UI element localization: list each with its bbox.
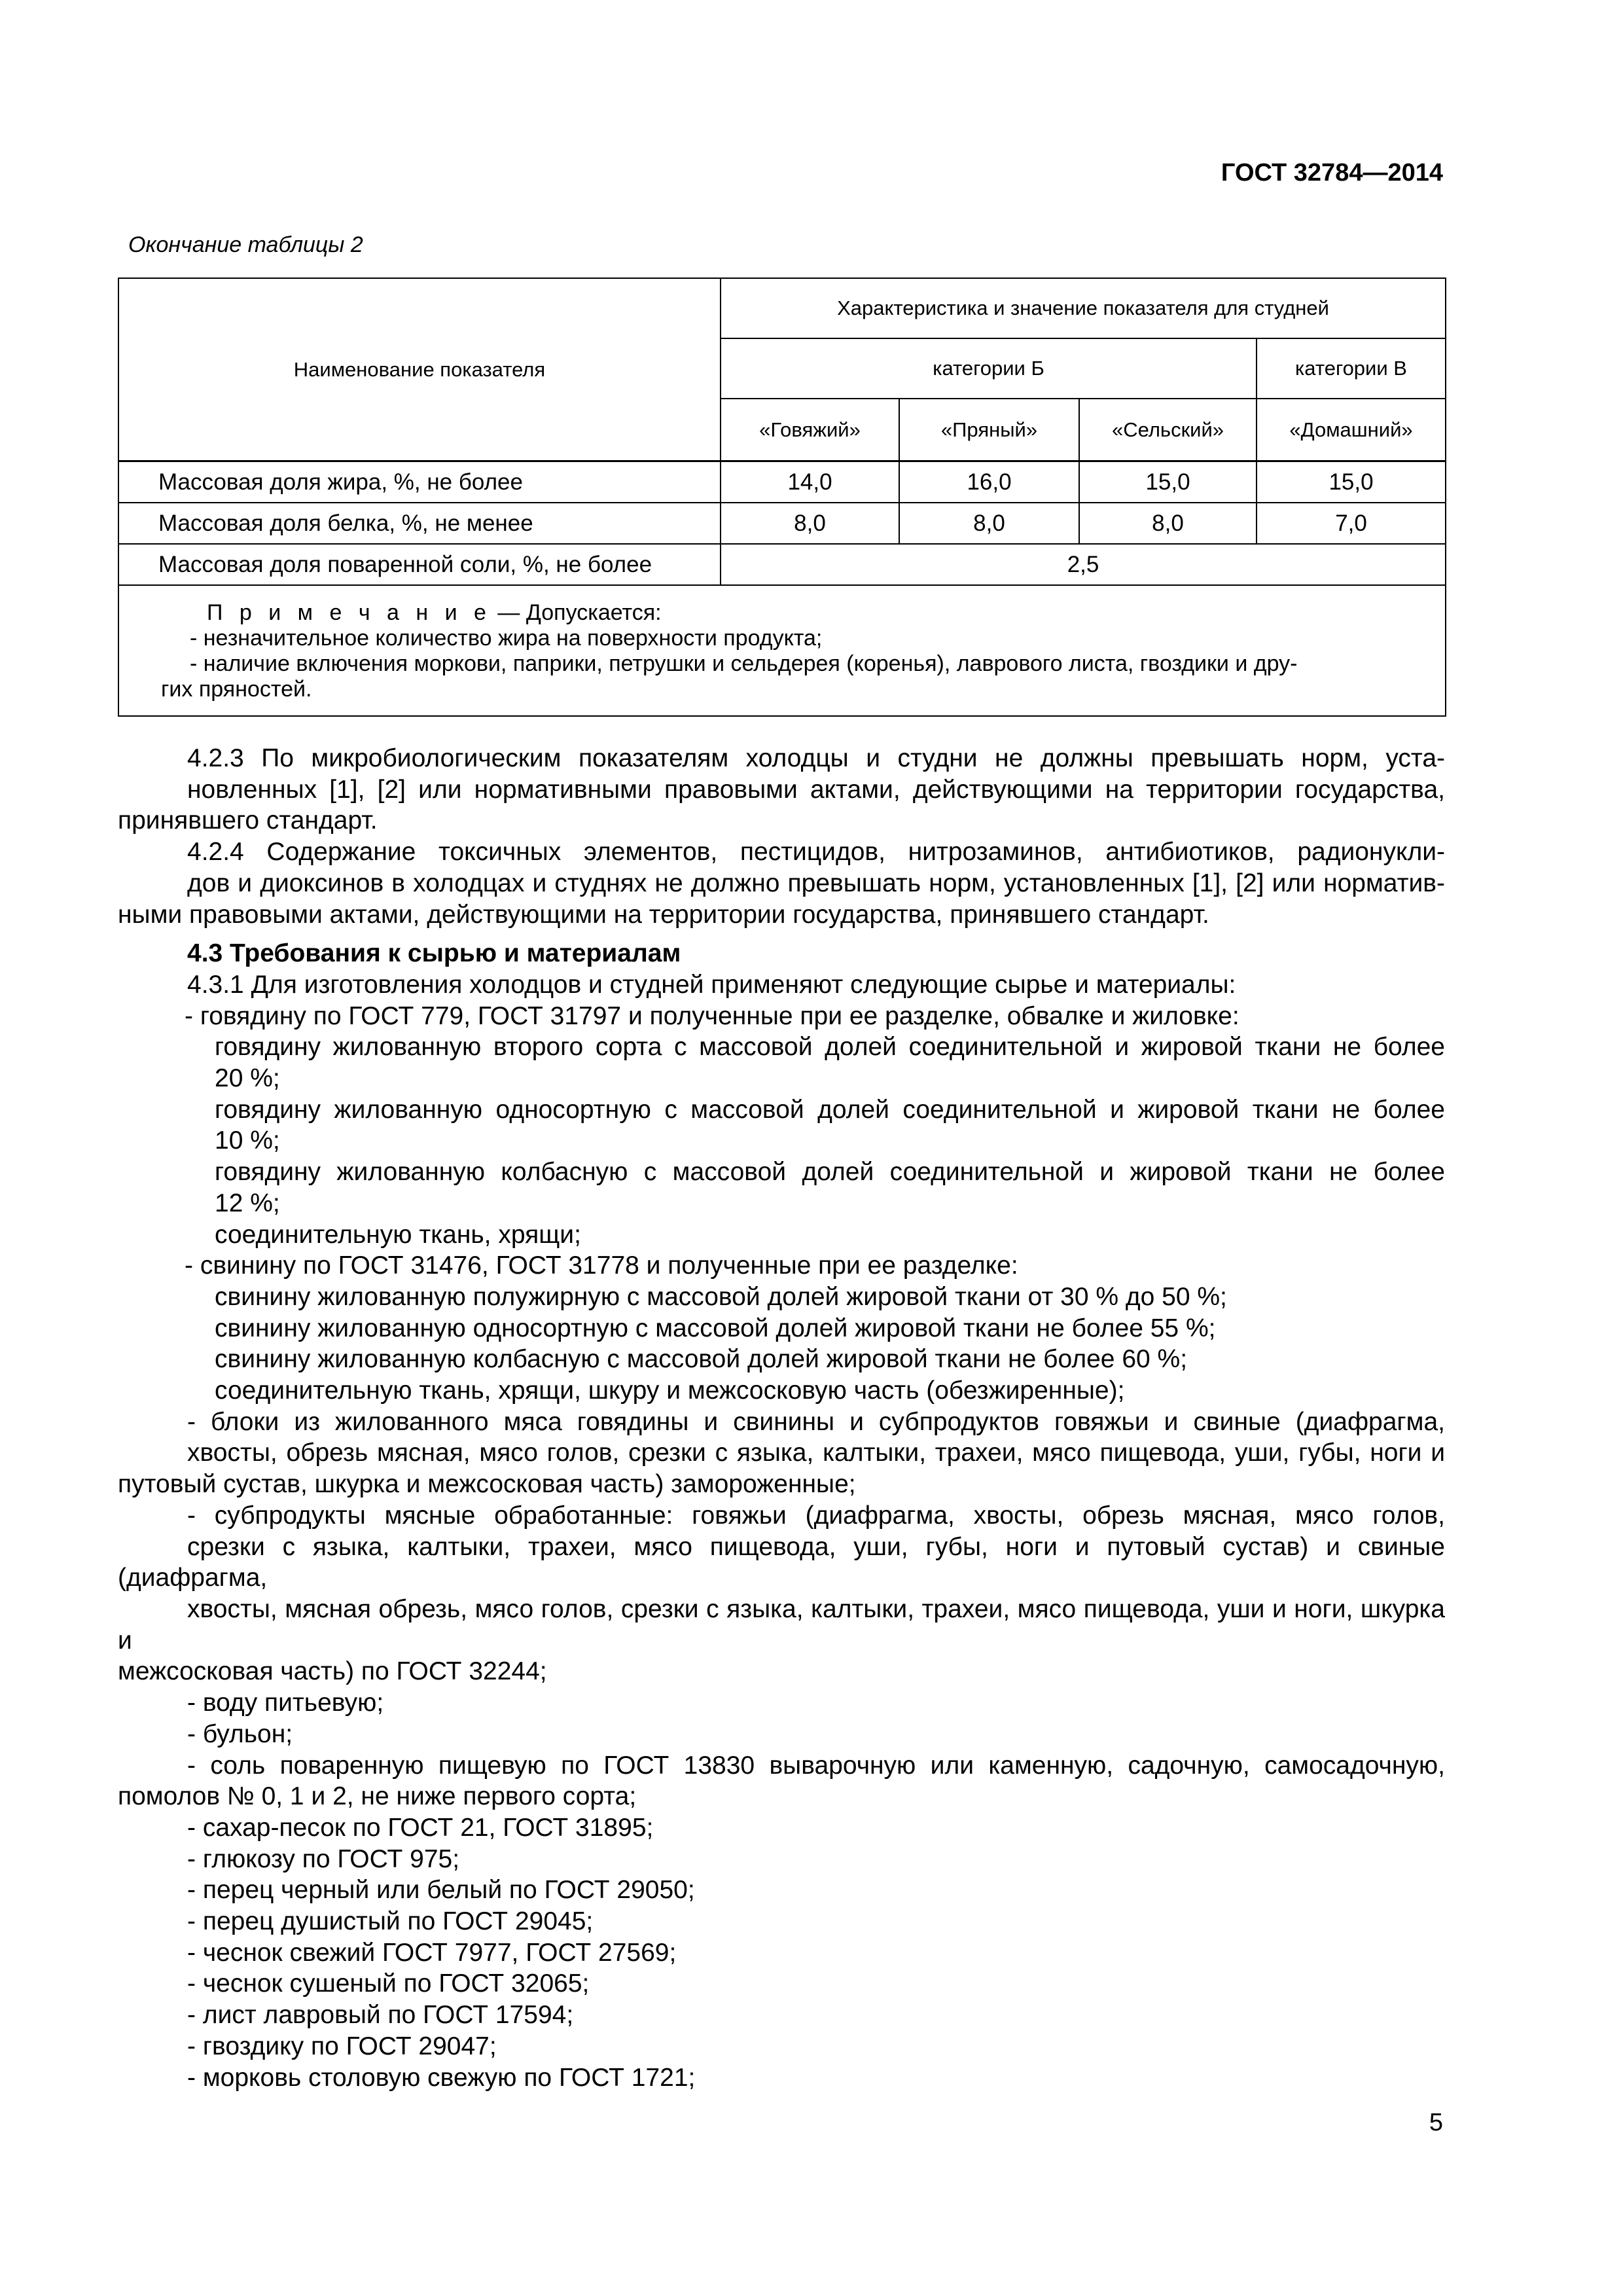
text-line: межсосковая часть) по ГОСТ 32244; [118, 1657, 547, 1686]
text-line: - субпродукты мясные обработанные: говяжьи (диафрагма, хвосты, обрезь мясная, мясо голов, [187, 1501, 1445, 1530]
cell-value: 14,0 [721, 461, 899, 503]
text-line: путовый сустав, шкурка и межсосковая часть) замороженные; [118, 1470, 856, 1499]
text-line: дов и диоксинов в холодцах и студнях не должно превышать норм, установленных [1], [2] или норматив- [187, 869, 1445, 897]
cell-value: 16,0 [899, 461, 1079, 503]
text-line: помолов № 0, 1 и 2, не ниже первого сорта; [118, 1782, 637, 1811]
text-line: ными правовыми актами, действующими на территории государства, принявшего стандарт. [118, 900, 1209, 929]
cell-value: 8,0 [899, 503, 1079, 544]
list-item: - чеснок сушеный по ГОСТ 32065; [187, 1969, 590, 1998]
header-category-v: категории В [1257, 338, 1446, 399]
cell-value: 15,0 [1257, 461, 1446, 503]
list-item: - гвоздику по ГОСТ 29047; [187, 2032, 497, 2060]
paragraph-4-2-4 [118, 836, 1445, 930]
sub-item: свинину жилованную односортную с массовой долей жировой ткани не более 55 %; [215, 1314, 1216, 1342]
table-row [118, 544, 1446, 585]
list-item-offal [118, 1500, 1445, 1687]
sub-item: свинину жилованную полужирную с массовой долей жировой ткани от 30 % до 50 %; [215, 1282, 1227, 1311]
text-line: 12 %; [215, 1189, 280, 1217]
paragraph-4-3-1: 4.3.1 Для изготовления холодцов и студней применяют следующие сырье и материалы: [187, 970, 1236, 999]
note-item: - незначительное количество жира на поверхности продукта; [190, 626, 823, 651]
cell-value: 15,0 [1079, 461, 1257, 503]
header-indicator-name: Наименование показателя [118, 278, 721, 461]
list-item-blocks [118, 1407, 1445, 1500]
text-line: принявшего стандарт. [118, 806, 378, 835]
sub-item [118, 1157, 1445, 1219]
header-product: «Говяжий» [721, 399, 899, 461]
row-name: Массовая доля поваренной соли, %, не более [118, 544, 721, 585]
header-product: «Домашний» [1257, 399, 1446, 461]
text-line: - соль поваренную пищевую по ГОСТ 13830 выварочную или каменную, садочную, самосадочную, [187, 1751, 1445, 1780]
sub-item: свинину жилованную колбасную с массовой долей жировой ткани не более 60 %; [215, 1345, 1188, 1374]
cell-value: 8,0 [721, 503, 899, 544]
table-caption: Окончание таблицы 2 [128, 232, 363, 257]
text-line: хвосты, обрезь мясная, мясо голов, срезки с языка, калтыки, трахеи, мясо пищевода, уши, губы, ноги и [187, 1439, 1445, 1467]
table-row [118, 503, 1446, 544]
paragraph-4-2-3 [118, 743, 1445, 836]
text-line: говядину жилованную колбасную с массовой долей соединительной и жировой ткани не более [215, 1158, 1445, 1187]
sub-item [118, 1094, 1445, 1157]
page-number: 5 [1429, 2109, 1443, 2136]
header-product: «Сельский» [1079, 399, 1257, 461]
list-item-water: - воду питьевую; [187, 1689, 384, 1717]
cell-value-merged: 2,5 [721, 544, 1446, 585]
sub-item: соединительную ткань, хрящи; [215, 1220, 581, 1249]
list-item-broth: - бульон; [187, 1719, 293, 1748]
list-item: - лист лавровый по ГОСТ 17594; [187, 2001, 574, 2030]
text-line: - блоки из жилованного мяса говядины и свинины и субпродуктов говяжьи и свиные (диафрагма, [187, 1407, 1445, 1436]
header-characteristic-group: Характеристика и значение показателя для студней [721, 278, 1446, 338]
table-row [118, 461, 1446, 503]
text-line: 20 %; [215, 1064, 280, 1093]
list-item: - перец душистый по ГОСТ 29045; [187, 1907, 594, 1936]
sub-item: соединительную ткань, хрящи, шкуру и межсосковую часть (обезжиренные); [215, 1376, 1125, 1405]
list-item: - сахар-песок по ГОСТ 21, ГОСТ 31895; [187, 1813, 654, 1842]
text-line: говядину жилованную односортную с массовой долей соединительной и жировой ткани не более [215, 1095, 1445, 1124]
standard-id: ГОСТ 32784—2014 [1221, 159, 1443, 187]
header-product: «Пряный» [899, 399, 1079, 461]
list-item: - глюкозу по ГОСТ 975; [187, 1844, 460, 1873]
note-heading [161, 600, 1428, 626]
note-item: - наличие включения моркови, паприки, петрушки и сельдерея (коренья), лаврового листа, гвоздики и дру- [190, 651, 1298, 676]
list-item: - чеснок свежий ГОСТ 7977, ГОСТ 27569; [187, 1938, 677, 1967]
text-line: 4.2.3 По микробиологическим показателям холодцы и студни не должны превышать норм, уста- [187, 744, 1445, 772]
indicators-table [118, 278, 1446, 717]
row-name: Массовая доля белка, %, не менее [118, 503, 721, 544]
list-item: - морковь столовую свежую по ГОСТ 1721; [187, 2063, 696, 2092]
list-item: - перец черный или белый по ГОСТ 29050; [187, 1876, 695, 1905]
table-note-row [118, 585, 1446, 716]
header-category-b: категории Б [721, 338, 1257, 399]
text-line: хвосты, мясная обрезь, мясо голов, срезки с языка, калтыки, трахеи, мясо пищевода, уши и ноги, шкурка и [118, 1594, 1445, 1655]
text-line: говядину жилованную второго сорта с массовой долей соединительной и жировой ткани не более [215, 1033, 1445, 1062]
body-text [118, 743, 1445, 2093]
text-line: 10 %; [215, 1126, 280, 1155]
list-item-beef: - говядину по ГОСТ 779, ГОСТ 31797 и полученные при ее разделке, обвалке и жиловке: [185, 1001, 1240, 1030]
section-heading-4-3: 4.3 Требования к сырью и материалам [187, 939, 681, 968]
text-line: новленных [1], [2] или нормативными правовыми актами, действующими на территории государства, [187, 775, 1445, 804]
text-line: 4.2.4 Содержание токсичных элементов, пестицидов, нитрозаминов, антибиотиков, радионукли- [187, 838, 1445, 867]
row-name: Массовая доля жира, %, не более [118, 461, 721, 503]
note-label: П р и м е ч а н и е [207, 600, 491, 625]
table-note [118, 585, 1446, 716]
text-line: срезки с языка, калтыки, трахеи, мясо пищевода, уши, губы, ноги и путовый сустав) и свиные (диафрагма, [118, 1532, 1445, 1592]
note-intro: — Допускается: [491, 600, 662, 625]
note-item-continuation: гих пряностей. [161, 677, 312, 702]
list-item-pork: - свинину по ГОСТ 31476, ГОСТ 31778 и полученные при ее разделке: [185, 1251, 1018, 1280]
cell-value: 7,0 [1257, 503, 1446, 544]
list-item-salt [118, 1750, 1445, 1812]
cell-value: 8,0 [1079, 503, 1257, 544]
sub-item [118, 1031, 1445, 1094]
